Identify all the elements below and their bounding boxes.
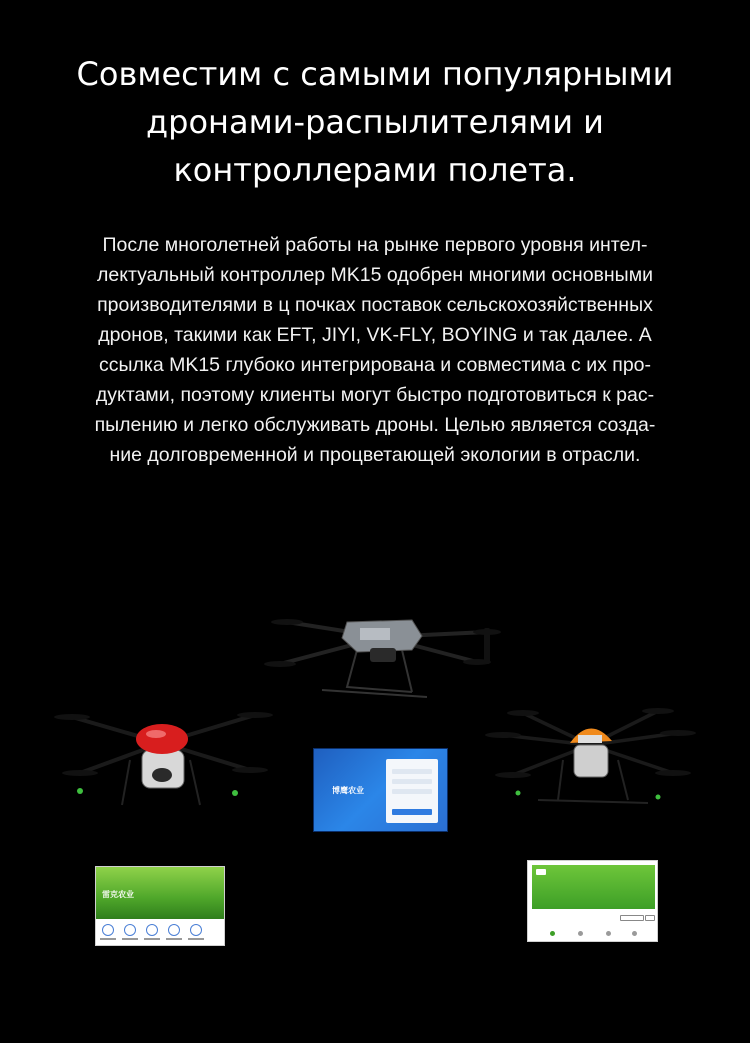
nav-settings-icon [632, 931, 637, 936]
menu-label-graphic [122, 938, 138, 940]
field-hero-image [532, 865, 655, 909]
login-app-screenshot [313, 748, 448, 832]
app-brand-logo: 博鹰农业 [332, 786, 364, 795]
description-line: пылению и легко обслуживать дроны. Целью является созда- [94, 414, 656, 436]
menu-icon [102, 924, 114, 936]
red-canopy-drone-image [50, 695, 275, 815]
description-line: дронов, такими как EFT, JIYI, VK-FLY, BOYING и так далее. А [98, 324, 652, 346]
menu-label-graphic [144, 938, 160, 940]
menu-icon [146, 924, 158, 936]
description-line: ние долговременной и процветающей экологии в отрасли. [109, 444, 641, 466]
title-line-2: дронами-распылителями и [146, 103, 604, 141]
menu-icon [190, 924, 202, 936]
menu-label-graphic [166, 938, 182, 940]
orange-canopy-drone-image [478, 705, 703, 813]
description-line: производителями в ц почках поставок сельскохозяйственных [97, 294, 653, 316]
description-line: После многолетней работы на рынке первого уровня интел- [102, 234, 648, 256]
app-brand-logo: 雷克农业 [102, 890, 134, 899]
tablet-app-screenshot [527, 860, 658, 942]
username-field-graphic [392, 769, 432, 774]
title-line-3: контроллерами полета. [173, 151, 577, 189]
action-button-graphic [645, 915, 655, 921]
description-line: лектуальный контроллер MK15 одобрен многими основными [97, 264, 653, 286]
nav-home-icon [550, 931, 555, 936]
nav-user-icon [606, 931, 611, 936]
menu-icon [124, 924, 136, 936]
nav-list-icon [578, 931, 583, 936]
login-panel [386, 759, 438, 823]
agriculture-app-screenshot [95, 866, 225, 946]
description-line: ссылка MK15 глубоко интегрирована и совместима с их про- [98, 354, 652, 376]
menu-label-graphic [100, 938, 116, 940]
login-button-graphic [392, 809, 432, 815]
code-field-graphic [392, 789, 432, 794]
menu-icon [168, 924, 180, 936]
action-button-graphic [620, 915, 644, 921]
description-line: дуктами, поэтому клиенты могут быстро подготовиться к рас- [95, 384, 655, 406]
title-line-1: Совместим с самыми популярными [76, 55, 674, 93]
menu-label-graphic [188, 938, 204, 940]
app-logo-badge [536, 869, 546, 875]
page-title [0, 50, 750, 194]
description-paragraph [62, 230, 688, 470]
grey-drone-image [262, 602, 502, 712]
password-field-graphic [392, 779, 432, 784]
field-hero-image [96, 867, 225, 919]
